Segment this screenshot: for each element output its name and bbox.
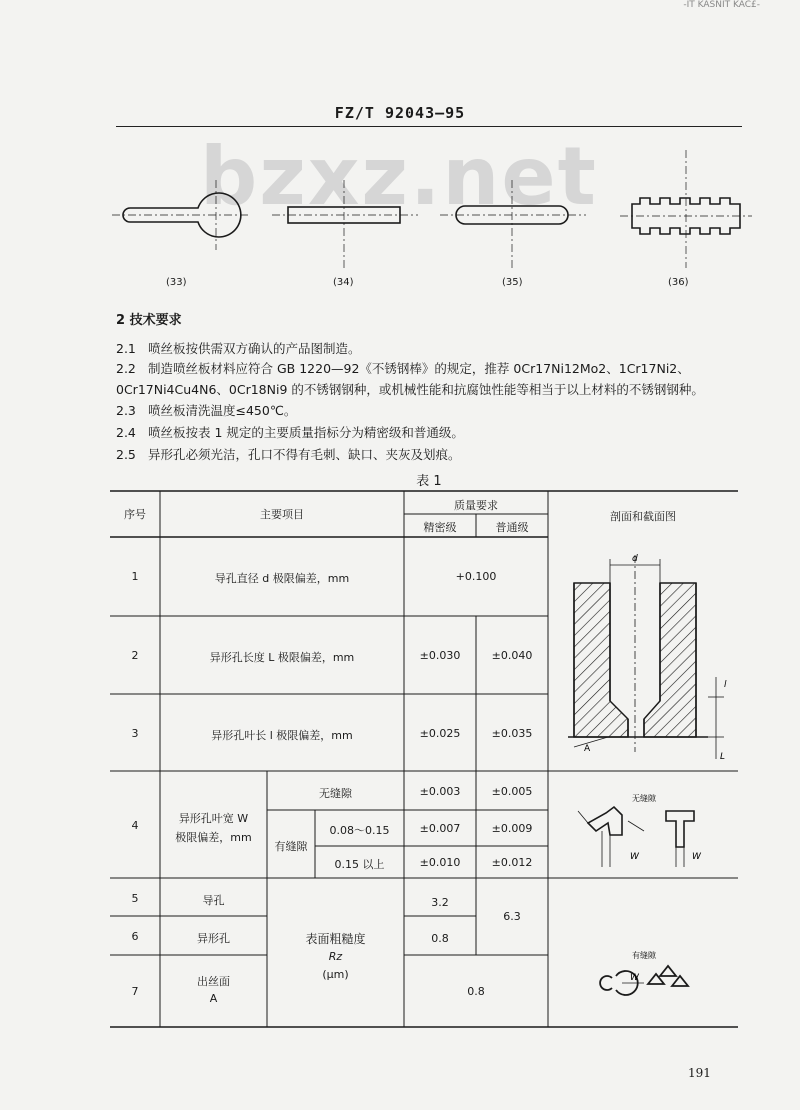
label-gap: 有缝隙 bbox=[632, 951, 656, 960]
row4-range1-normal: ±0.009 bbox=[491, 822, 533, 835]
header-quality: 质量要求 bbox=[454, 499, 498, 512]
figure-label-35: (35) bbox=[502, 277, 523, 288]
row6-seq: 6 bbox=[131, 930, 139, 943]
row7-item-line2: A bbox=[209, 992, 218, 1005]
paragraph-number: 2.4 bbox=[116, 425, 136, 440]
row2-seq: 2 bbox=[131, 649, 139, 662]
row4-nogap-precise: ±0.003 bbox=[419, 785, 461, 798]
paragraph-text: 喷丝板清洗温度≤450℃。 bbox=[148, 403, 297, 418]
header-precise: 精密级 bbox=[423, 521, 457, 534]
paragraph-text: 异形孔必须光洁，孔口不得有毛刺、缺口、夹灰及划痕。 bbox=[148, 447, 461, 462]
row4-gap: 有缝隙 bbox=[274, 840, 308, 853]
row4-range2-normal: ±0.012 bbox=[491, 856, 533, 869]
label-no-gap: 无缝隙 bbox=[632, 794, 656, 803]
row1-value: +0.100 bbox=[455, 570, 497, 583]
corner-text: -IT KASNIT KAC£- bbox=[683, 0, 760, 10]
row1-seq: 1 bbox=[131, 570, 139, 583]
row2-precise: ±0.030 bbox=[419, 649, 461, 662]
row7-value: 0.8 bbox=[467, 985, 485, 998]
row4-range1-precise: ±0.007 bbox=[419, 822, 461, 835]
watermark: bzxz.net bbox=[200, 130, 598, 223]
roughness-line1: 表面粗糙度 bbox=[305, 932, 366, 946]
row2-item: 异形孔长度 L 极限偏差，mm bbox=[209, 651, 355, 664]
row4-nogap-normal: ±0.005 bbox=[491, 785, 533, 798]
cross-section-diagram bbox=[548, 537, 738, 771]
row1-item: 导孔直径 d 极限偏差，mm bbox=[214, 572, 350, 585]
label-A: A bbox=[584, 744, 591, 754]
row4-range1: 0.08～0.15 bbox=[329, 824, 390, 837]
label-w1: W bbox=[630, 852, 639, 862]
label-w2: W bbox=[692, 852, 701, 862]
figure-label-34: (34) bbox=[333, 277, 354, 288]
label-w3: W bbox=[630, 973, 639, 983]
label-L: L bbox=[720, 752, 726, 762]
header-seq: 序号 bbox=[124, 508, 146, 521]
header-item: 主要项目 bbox=[260, 508, 304, 521]
row56-normal: 6.3 bbox=[503, 910, 521, 923]
roughness-line3: (μm) bbox=[322, 968, 349, 981]
roughness-line2: Rz bbox=[328, 950, 343, 963]
row6-item: 异形孔 bbox=[197, 932, 230, 945]
row4-seq: 4 bbox=[131, 819, 139, 832]
row7-seq: 7 bbox=[131, 985, 139, 998]
paragraph-text: 喷丝板按供需双方确认的产品图制造。 bbox=[148, 341, 361, 356]
paragraph-number: 2.2 bbox=[116, 361, 136, 376]
paragraph-number: 2.1 bbox=[116, 341, 136, 356]
row4-item-line2: 极限偏差，mm bbox=[175, 831, 252, 844]
page-number: 191 bbox=[688, 1066, 711, 1080]
label-d: d bbox=[632, 554, 638, 564]
row4-item-line1: 异形孔叶宽 W bbox=[178, 812, 249, 825]
paragraph-number: 2.3 bbox=[116, 403, 136, 418]
row2-normal: ±0.040 bbox=[491, 649, 533, 662]
standard-code: FZ/T 92043—95 bbox=[334, 104, 466, 122]
paragraph-text: 制造喷丝板材料应符合 GB 1220—92《不锈钢棒》的规定，推荐 0Cr17Ni12Mo2、1Cr17Ni2、 bbox=[148, 361, 690, 376]
row3-seq: 3 bbox=[131, 727, 139, 740]
header-normal: 普通级 bbox=[495, 521, 529, 534]
row5-item: 导孔 bbox=[202, 894, 225, 907]
row3-precise: ±0.025 bbox=[419, 727, 461, 740]
paragraph-number: 2.5 bbox=[116, 447, 136, 462]
gap-shapes-diagram bbox=[548, 878, 738, 1027]
figure-label-36: (36) bbox=[668, 277, 689, 288]
label-l: l bbox=[724, 680, 727, 690]
header-section-view: 剖面和截面图 bbox=[610, 510, 676, 523]
row4-range2: 0.15 以上 bbox=[334, 858, 385, 871]
row5-precise: 3.2 bbox=[431, 896, 449, 909]
w-width-diagram bbox=[548, 771, 738, 878]
row4-no-gap: 无缝隙 bbox=[319, 787, 352, 800]
paragraph-text: 0Cr17Ni4Cu4N6、0Cr18Ni9 的不锈钢钢种，或机械性能和抗腐蚀性能等相当于以上材料的不锈钢钢种。 bbox=[116, 382, 704, 397]
paragraph-text: 喷丝板按表 1 规定的主要质量指标分为精密级和普通级。 bbox=[148, 425, 464, 440]
row7-item-line1: 出丝面 bbox=[197, 975, 230, 988]
table-title: 表 1 bbox=[416, 474, 442, 489]
row6-precise: 0.8 bbox=[431, 932, 449, 945]
row3-item: 异形孔叶长 l 极限偏差，mm bbox=[211, 729, 353, 742]
figure-label-33: (33) bbox=[166, 277, 187, 288]
row5-seq: 5 bbox=[131, 892, 139, 905]
row4-range2-precise: ±0.010 bbox=[419, 856, 461, 869]
row3-normal: ±0.035 bbox=[491, 727, 533, 740]
section-title: 2 技术要求 bbox=[116, 313, 182, 328]
